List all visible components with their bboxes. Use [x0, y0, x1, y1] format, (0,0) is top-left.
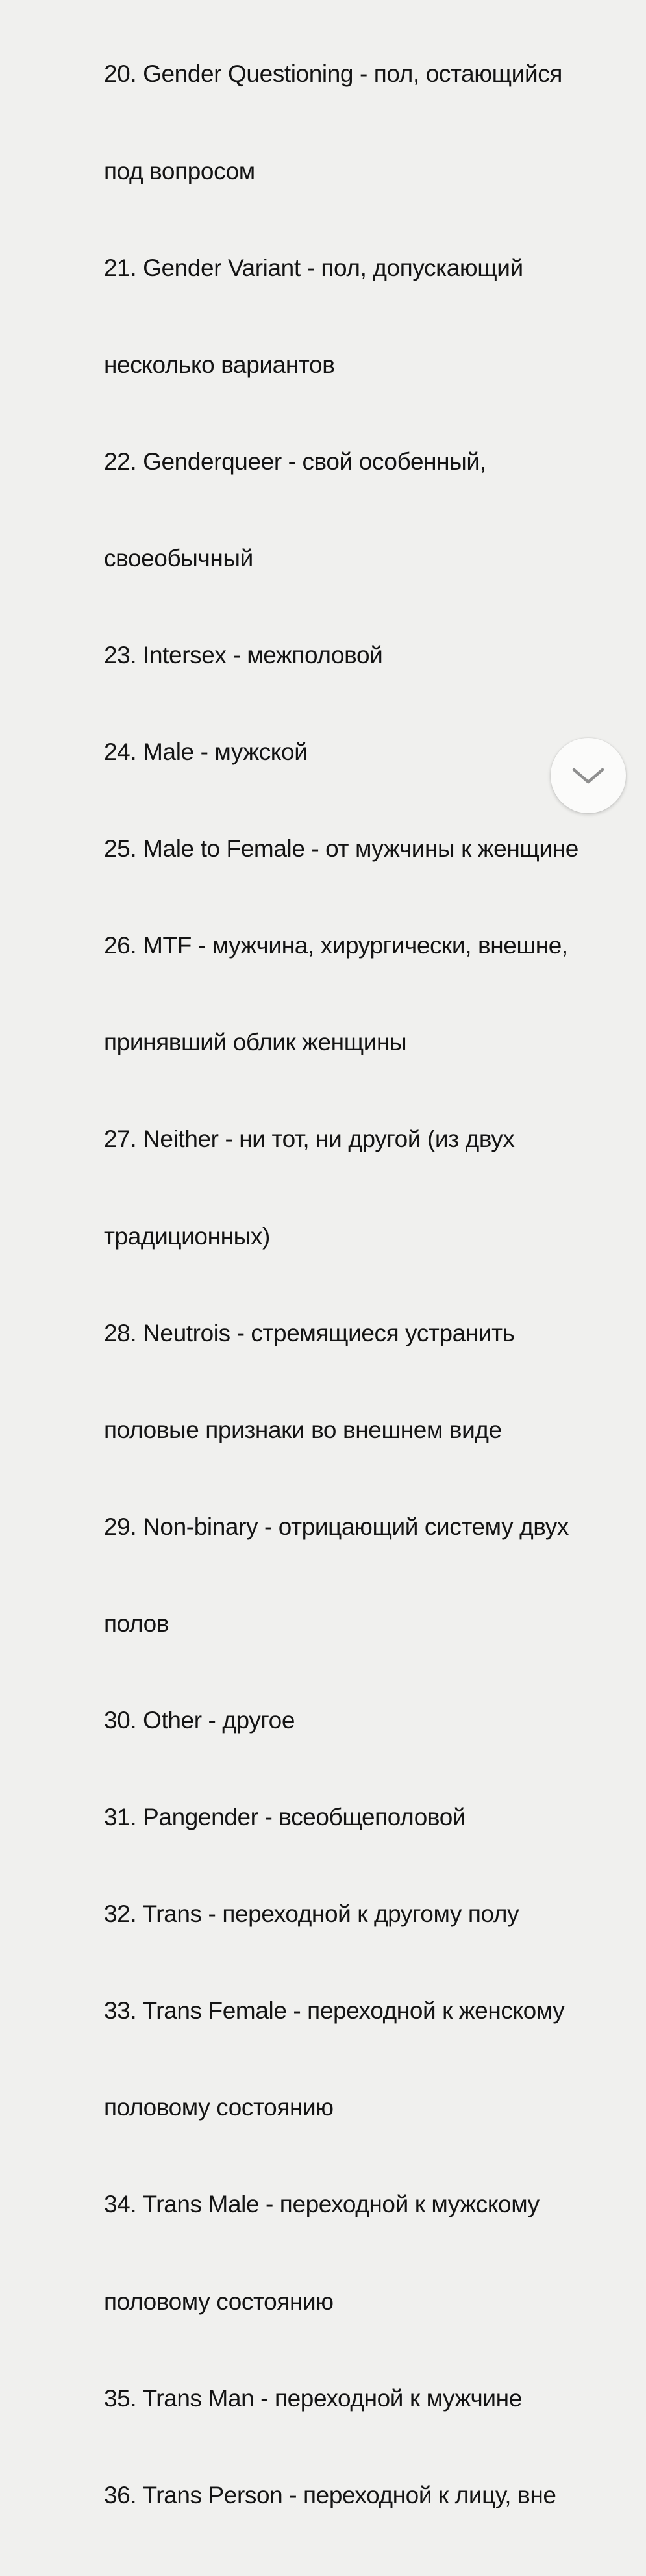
list-line: половому состоянию: [104, 2288, 334, 2315]
list-line: 22. Genderqueer - свой особенный,: [104, 448, 486, 475]
list-line: половые признаки во внешнем виде: [104, 1416, 502, 1443]
list-line: 26. MTF - мужчина, хирургически, внешне,: [104, 932, 568, 959]
list-line: под вопросом: [104, 157, 255, 184]
list-line: 29. Non-binary - отрицающий систему двух: [104, 1513, 569, 1540]
list-line: половому состоянию: [104, 2094, 334, 2121]
list-line: 30. Other - другое: [104, 1707, 295, 1734]
list-line: полов: [104, 1610, 169, 1637]
list-line: 21. Gender Variant - пол, допускающий: [104, 254, 523, 281]
list-line: 24. Male - мужской: [104, 739, 308, 766]
list-line: 34. Trans Male - переходной к мужскому: [104, 2191, 540, 2218]
list-line: 25. Male to Female - от мужчины к женщине: [104, 835, 578, 863]
list-line: 35. Trans Man - переходной к мужчине: [104, 2384, 522, 2412]
list-line: несколько вариантов: [104, 351, 335, 378]
chevron-down-icon: [571, 766, 605, 785]
list-line: 20. Gender Questioning - пол, остающийся: [104, 60, 562, 88]
list-line: 28. Neutrois - стремящиеся устранить: [104, 1319, 515, 1346]
list-line: 36. Trans Person - переходной к лицу, вне: [104, 2481, 556, 2508]
list-line: 23. Intersex - межполовой: [104, 641, 383, 668]
scroll-down-button[interactable]: [551, 738, 626, 813]
list-line: традиционных): [104, 1222, 270, 1250]
list-line: 32. Trans - переходной к другому полу: [104, 1900, 519, 1928]
list-line: принявший облик женщины: [104, 1029, 407, 1056]
list-line: 27. Neither - ни тот, ни другой (из двух: [104, 1126, 515, 1153]
gender-list-text: [104, 0, 623, 2576]
list-line: 31. Pangender - всеобщеполовой: [104, 1804, 466, 1831]
list-line: 33. Trans Female - переходной к женскому: [104, 1997, 565, 2025]
list-line: своеобычный: [104, 544, 253, 572]
